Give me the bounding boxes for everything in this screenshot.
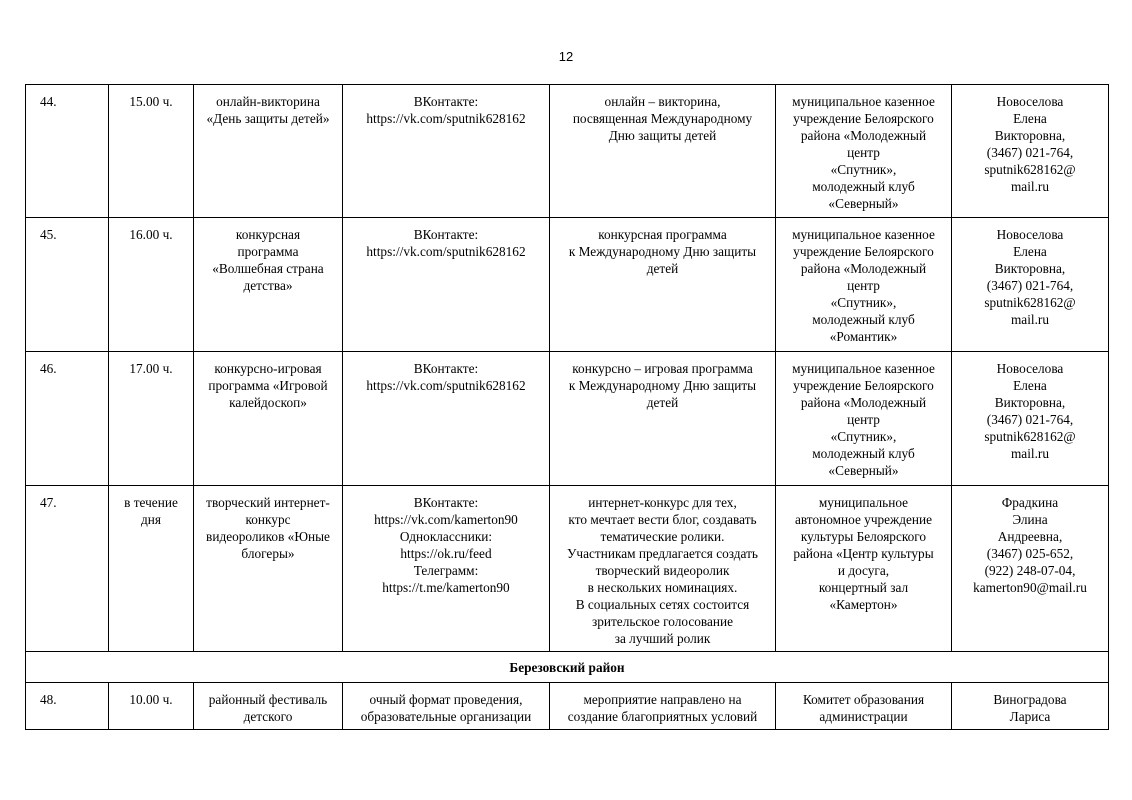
cell-platform <box>343 486 550 652</box>
cell-line: ВКонтакте: <box>413 227 479 242</box>
cell-number: 45. <box>26 218 109 352</box>
cell-line: Лариса <box>1009 709 1051 724</box>
cell-line: онлайн-викторина <box>216 94 320 109</box>
cell-line: творческий интернет- <box>206 495 330 510</box>
cell-line: молодежный клуб <box>812 179 915 194</box>
cell-line: Новоселова <box>996 227 1064 242</box>
cell-time: 15.00 ч. <box>109 85 194 218</box>
section-row <box>26 652 1109 683</box>
cell-line: кто мечтает вести блог, создавать <box>568 512 757 527</box>
table-row <box>26 486 1109 652</box>
cell-line: «Северный» <box>828 463 899 478</box>
cell-line: района «Молодежный <box>800 261 927 276</box>
cell-line: Андреевна, <box>997 529 1063 544</box>
cell-line: mail.ru <box>1010 179 1050 194</box>
cell-line: «Спутник», <box>830 429 897 444</box>
cell-line: Елена <box>1013 378 1047 393</box>
cell-organizer <box>776 352 952 486</box>
cell-line: ВКонтакте: <box>413 94 479 109</box>
cell-line: блогеры» <box>241 546 295 561</box>
cell-description <box>550 218 776 352</box>
cell-line: центр <box>847 145 880 160</box>
cell-line: мероприятие направлено на <box>583 692 742 707</box>
cell-line: https://vk.com/sputnik628162 <box>366 244 526 259</box>
cell-line: mail.ru <box>1010 312 1050 327</box>
cell-line: в течение <box>124 495 178 510</box>
cell-platform <box>343 85 550 218</box>
cell-line: района «Молодежный <box>800 128 927 143</box>
cell-line: онлайн – викторина, <box>604 94 721 109</box>
cell-line: муниципальное казенное <box>792 361 935 376</box>
cell-line: конкурсная программа <box>598 227 727 242</box>
cell-line: Викторовна, <box>994 395 1066 410</box>
cell-line: Дню защиты детей <box>608 128 717 143</box>
cell-line: Комитет образования <box>802 692 925 707</box>
cell-line: kamerton90@mail.ru <box>973 580 1087 595</box>
cell-description <box>550 683 776 730</box>
cell-line: конкурсная <box>235 227 301 242</box>
cell-line: молодежный клуб <box>812 446 915 461</box>
table-row <box>26 85 1109 218</box>
cell-contact <box>952 218 1109 352</box>
cell-line: (3467) 021-764, <box>986 412 1074 427</box>
section-title: Березовский район <box>26 652 1109 683</box>
cell-event-name <box>194 218 343 352</box>
cell-line: (3467) 021-764, <box>986 145 1074 160</box>
cell-time: 10.00 ч. <box>109 683 194 730</box>
cell-platform <box>343 218 550 352</box>
cell-contact <box>952 352 1109 486</box>
cell-time: 16.00 ч. <box>109 218 194 352</box>
cell-line: автономное учреждение <box>794 512 933 527</box>
cell-line: образовательные организации <box>360 709 532 724</box>
cell-line: конкурсно – игровая программа <box>572 361 753 376</box>
cell-contact <box>952 486 1109 652</box>
cell-line: mail.ru <box>1010 446 1050 461</box>
cell-number: 44. <box>26 85 109 218</box>
cell-line: концертный зал <box>818 580 909 595</box>
cell-line: «Волшебная страна <box>212 261 324 276</box>
cell-line: https://vk.com/sputnik628162 <box>366 111 526 126</box>
cell-line: центр <box>847 412 880 427</box>
cell-line: зрительское голосование <box>591 614 734 629</box>
table-row <box>26 683 1109 730</box>
cell-line: тематические ролики. <box>600 529 725 544</box>
cell-line: ВКонтакте: <box>413 361 479 376</box>
cell-line: Елена <box>1013 244 1047 259</box>
cell-organizer <box>776 683 952 730</box>
cell-line: Элина <box>1012 512 1048 527</box>
cell-line: за лучший ролик <box>614 631 711 646</box>
cell-contact <box>952 85 1109 218</box>
cell-line: Елена <box>1013 111 1047 126</box>
cell-line: «Спутник», <box>830 295 897 310</box>
cell-line: конкурсно-игровая <box>214 361 322 376</box>
cell-line: «Камертон» <box>829 597 898 612</box>
cell-line: дня <box>141 512 161 527</box>
cell-organizer <box>776 85 952 218</box>
cell-line: https://t.me/kamerton90 <box>382 580 510 595</box>
cell-event-name <box>194 683 343 730</box>
cell-line: конкурс <box>245 512 291 527</box>
cell-description <box>550 85 776 218</box>
cell-line: администрации <box>819 709 908 724</box>
cell-line: видеороликов «Юные <box>206 529 330 544</box>
cell-line: посвященная Международному <box>572 111 753 126</box>
cell-description <box>550 486 776 652</box>
cell-line: к Международному Дню защиты <box>568 378 757 393</box>
cell-line: Новоселова <box>996 361 1064 376</box>
cell-line: муниципальное казенное <box>792 227 935 242</box>
table-row <box>26 218 1109 352</box>
cell-line: детей <box>646 261 679 276</box>
cell-line: молодежный клуб <box>812 312 915 327</box>
cell-event-name <box>194 352 343 486</box>
cell-line: и досуга, <box>837 563 890 578</box>
cell-line: Телеграмм: <box>413 563 479 578</box>
cell-line: Новоселова <box>996 94 1064 109</box>
cell-description <box>550 352 776 486</box>
table-row <box>26 352 1109 486</box>
page-number: 12 <box>558 49 574 64</box>
cell-line: учреждение Белоярского <box>793 244 934 259</box>
cell-line: к Международному Дню защиты <box>568 244 757 259</box>
cell-line: детства» <box>243 278 293 293</box>
cell-organizer <box>776 218 952 352</box>
cell-line: программа <box>237 244 299 259</box>
cell-line: интернет-конкурс для тех, <box>588 495 737 510</box>
cell-line: «Спутник», <box>830 162 897 177</box>
events-table <box>25 84 1109 730</box>
cell-line: Одноклассники: <box>399 529 493 544</box>
cell-line: (922) 248-07-04, <box>984 563 1076 578</box>
cell-line: создание благоприятных условий <box>567 709 758 724</box>
cell-line: Виноградова <box>993 692 1067 707</box>
cell-line: калейдоскоп» <box>229 395 307 410</box>
cell-line: муниципальное казенное <box>792 94 935 109</box>
cell-line: очный формат проведения, <box>369 692 523 707</box>
cell-number: 46. <box>26 352 109 486</box>
cell-time <box>109 486 194 652</box>
cell-line: «День защиты детей» <box>206 111 330 126</box>
cell-line: ВКонтакте: <box>413 495 479 510</box>
cell-line: (3467) 021-764, <box>986 278 1074 293</box>
cell-line: районный фестиваль <box>208 692 328 707</box>
cell-contact <box>952 683 1109 730</box>
cell-platform <box>343 683 550 730</box>
cell-organizer <box>776 486 952 652</box>
cell-number: 47. <box>26 486 109 652</box>
cell-line: sputnik628162@ <box>984 295 1076 310</box>
cell-line: культуры Белоярского <box>800 529 927 544</box>
cell-platform <box>343 352 550 486</box>
cell-line: района «Молодежный <box>800 395 927 410</box>
cell-line: «Северный» <box>828 196 899 211</box>
cell-line: https://vk.com/kamerton90 <box>374 512 518 527</box>
cell-line: детского <box>243 709 293 724</box>
cell-line: программа «Игровой <box>208 378 328 393</box>
cell-line: в нескольких номинациях. <box>587 580 738 595</box>
cell-line: учреждение Белоярского <box>793 111 934 126</box>
cell-line: Фрадкина <box>1001 495 1059 510</box>
cell-line: В социальных сетях состоится <box>575 597 750 612</box>
cell-line: муниципальное <box>818 495 909 510</box>
cell-line: https://vk.com/sputnik628162 <box>366 378 526 393</box>
cell-line: района «Центр культуры <box>793 546 934 561</box>
cell-line: Викторовна, <box>994 128 1066 143</box>
cell-line: (3467) 025-652, <box>986 546 1074 561</box>
cell-line: творческий видеоролик <box>595 563 730 578</box>
cell-line: sputnik628162@ <box>984 429 1076 444</box>
cell-number: 48. <box>26 683 109 730</box>
cell-line: sputnik628162@ <box>984 162 1076 177</box>
cell-line: центр <box>847 278 880 293</box>
cell-event-name <box>194 85 343 218</box>
cell-line: детей <box>646 395 679 410</box>
cell-line: Участникам предлагается создать <box>567 546 758 561</box>
cell-line: учреждение Белоярского <box>793 378 934 393</box>
cell-line: https://ok.ru/feed <box>400 546 492 561</box>
cell-line: Викторовна, <box>994 261 1066 276</box>
cell-line: «Романтик» <box>829 329 898 344</box>
cell-time: 17.00 ч. <box>109 352 194 486</box>
cell-event-name <box>194 486 343 652</box>
